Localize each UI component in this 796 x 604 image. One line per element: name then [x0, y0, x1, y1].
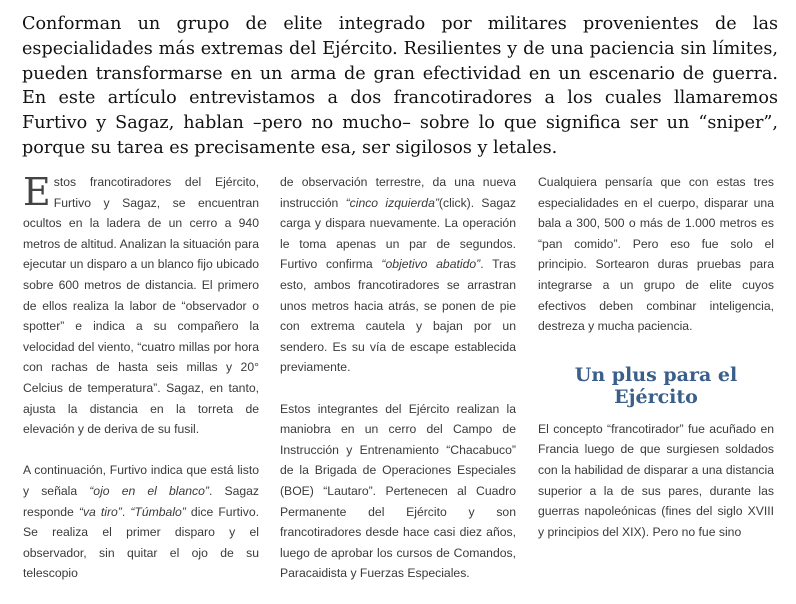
- quote-italic: “cinco izquierda”: [345, 195, 439, 210]
- col2-paragraph-1: [280, 172, 516, 378]
- col1-paragraph-2: [23, 460, 259, 584]
- col1-paragraph-1: [23, 172, 259, 440]
- column-1: [23, 172, 259, 604]
- column-3: [538, 172, 774, 563]
- quote-italic: “ojo en el blanco”: [89, 483, 209, 498]
- col1-p1-text: stos francotiradores del Ejército, Furtivo y Sagaz, se encuentran ocultos en la ladera de un cerro a 940 metros de altitud. Analizan la situación para ejecutar un disparo a un blanco fijo ubicado sobre 600 metros de distancia. El primero de ellos realiza la labor de “observador o spotter” e indica a su compañero la velocidad del viento, “cuatro millas por hora con rachas de hasta seis millas y 20° Celcius de temperatura”. Sagaz, en tanto, ajusta la distancia en la torreta de elevación y de deriva de su fusil.: [23, 175, 259, 437]
- quote-italic: “va tiro”: [78, 504, 122, 519]
- col2-paragraph-2: Estos integrantes del Ejército realizan la maniobra en un cerro del Campo de Instrucción y Entrenamiento “Chacabuco” de la Brigada de Operaciones Especiales (BOE) “Lautaro”. Pertenecen al Cuadro Permanente del Ejército y son francotiradores desde hace casi diez años, luego de aprobar los cursos de Comandos, Paracaidista y Fuerzas Especiales.: [280, 401, 516, 581]
- text-run: . Tras esto, ambos francotiradores se arrastran unos metros hacia atrás, se ponen de pie con extrema cautela y bajan por un sendero. Es su vía de escape establecida previamente.: [280, 257, 516, 375]
- text-run: de observación terrestre, da una nueva instrucción: [280, 175, 516, 210]
- drop-cap: E: [23, 170, 51, 214]
- text-run: .: [121, 504, 131, 519]
- quote-italic: “Túmbalo”: [130, 504, 186, 519]
- column-2: [280, 172, 516, 604]
- col3-paragraph-1: Cualquiera pensaría que con estas tres especialidades en el cuerpo, disparar una bala a 300, 500 o más de 1.000 metros es “pan comido”. Pero eso fue solo el principio. Sortearon duras pruebas para integrarse a un grupo de elite cuyos efectivos deben combinar inteligencia, destreza y mucha paciencia.: [538, 175, 774, 334]
- text-run: (click). Sagaz carga y dispara nuevamente. La operación le toma apenas un par de segundos. Furtivo confirma: [280, 195, 516, 272]
- quote-italic: “objetivo abatido”: [381, 257, 481, 272]
- intro-paragraph: Conforman un grupo de elite integrado por militares provenientes de las especialidades más extremas del Ejército. Resilientes y de una paciencia sin límites, pueden transformarse en un arma de gran efectividad en un escenario de guerra. En este artículo entrevistamos a dos francotiradores a los cuales llamaremos Furtivo y Sagaz, hablan –pero no mucho– sobre lo que significa ser un “sniper”, porque su tarea es precisamente esa, ser sigilosos y letales.: [22, 14, 778, 158]
- text-run: A continuación, Furtivo indica que está listo y señala: [23, 463, 259, 498]
- text-run: dice Furtivo. Se realiza el primer disparo y el observador, sin quitar el ojo de su telescopio: [23, 504, 259, 581]
- text-run: . Sagaz responde: [23, 483, 259, 519]
- col3-paragraph-2: El concepto “francotirador” fue acuñado en Francia luego de que surgiesen soldados con la habilidad de disparar a una distancia superior a la de sus pares, durante las guerras napoleónicas (fines del siglo XVIII y principios del XIX). Pero no fue sino: [538, 421, 774, 539]
- section-subheading: Un plus para el Ejército: [574, 363, 738, 408]
